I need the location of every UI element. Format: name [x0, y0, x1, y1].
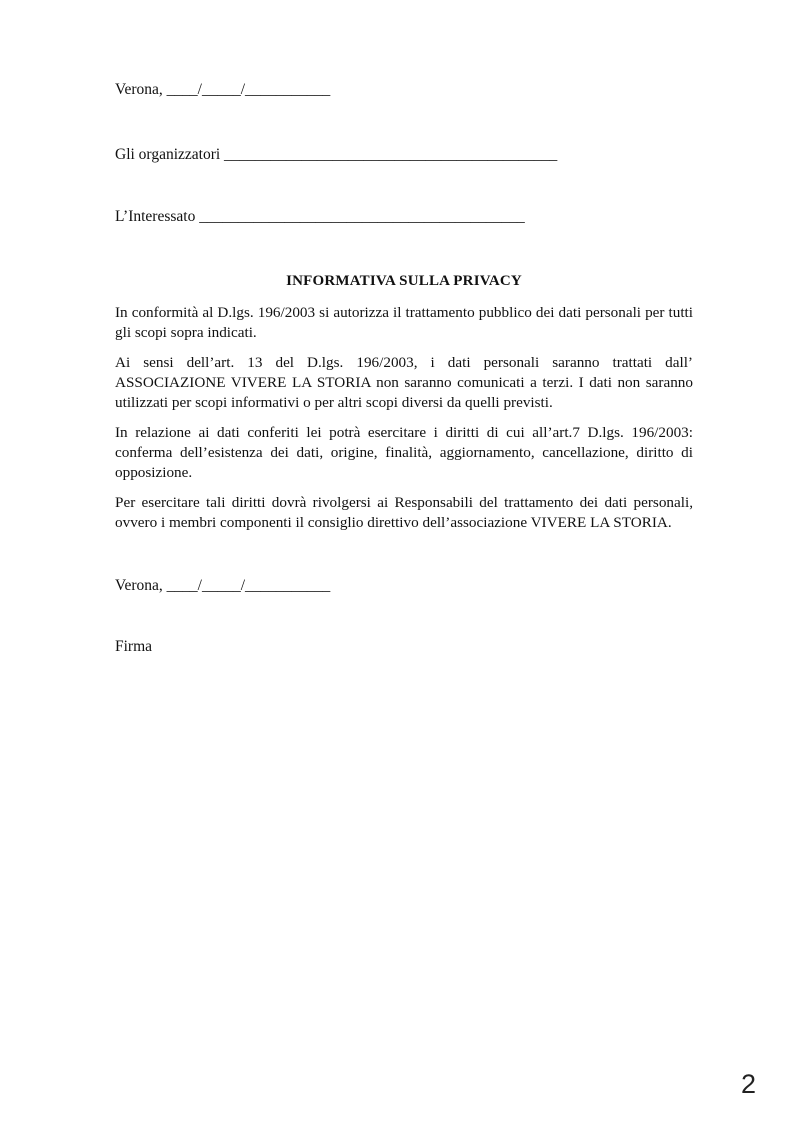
signature-label: Firma	[115, 638, 153, 655]
privacy-paragraph-1: In conformità al D.lgs. 196/2003 si autorizza il trattamento pubblico dei dati personali per tutti gli scopi sopra indicati.	[115, 304, 693, 341]
privacy-title: INFORMATIVA SULLA PRIVACY	[286, 273, 522, 289]
privacy-paragraph-3: In relazione ai dati conferiti lei potrà esercitare i diritti di cui all’art.7 D.lgs. 196/2003: conferma dell’esistenza dei dati, origine, finalità, aggiornamento, cancellazione, diritto di opposizione.	[115, 424, 693, 481]
date-line-bottom: Verona, ____/_____/___________	[115, 577, 331, 594]
privacy-paragraph-2: Ai sensi dell’art. 13 del D.lgs. 196/2003, i dati personali saranno trattati dall’ ASSOCIAZIONE VIVERE LA STORIA non saranno comunicati a terzi. I dati non saranno utilizzati per scopi informativi o per altri scopi diversi da quelli previsti.	[115, 354, 693, 411]
privacy-paragraph-4: Per esercitare tali diritti dovrà rivolgersi ai Responsabili del trattamento dei dati personali, ovvero i membri componenti il consiglio direttivo dell’associazione VIVERE LA STORIA.	[115, 494, 693, 531]
organizers-signature-line: Gli organizzatori ___________________________________________	[115, 146, 558, 163]
page-number: 2	[741, 1069, 757, 1099]
interested-signature-line: L’Interessato __________________________________________	[115, 208, 525, 225]
date-line-top: Verona, ____/_____/___________	[115, 81, 331, 98]
